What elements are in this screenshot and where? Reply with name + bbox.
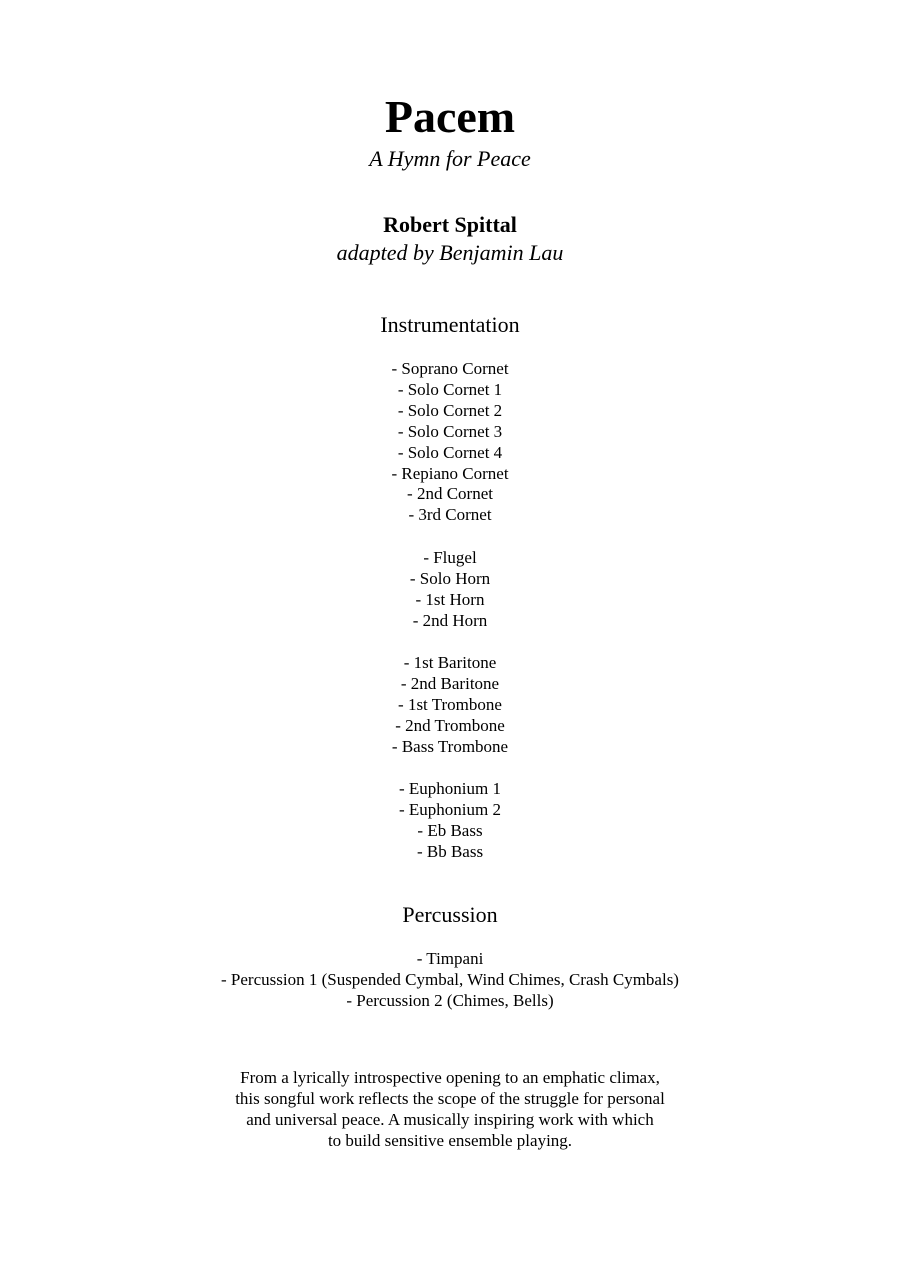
- instrument-item: - 1st Horn: [415, 589, 485, 609]
- instrument-item: - 3rd Cornet: [408, 505, 492, 525]
- instrument-item: - Solo Cornet 2: [397, 400, 503, 420]
- instrument-item: - Solo Horn: [409, 568, 491, 588]
- piece-title: Pacem: [384, 91, 516, 142]
- instrument-item: - Solo Cornet 1: [397, 379, 503, 399]
- description-line: this songful work reflects the scope of the struggle for personal: [235, 1088, 665, 1108]
- instrument-item: - Flugel: [423, 548, 477, 567]
- instrument-item: - Eb Bass: [417, 820, 483, 840]
- instrument-item: - Soprano Cornet: [391, 359, 509, 378]
- instrument-item: - Euphonium 1: [399, 779, 501, 798]
- instrument-item: - Euphonium 2: [399, 799, 501, 819]
- description-line: From a lyrically introspective opening to an emphatic climax,: [240, 1068, 660, 1087]
- description-line: and universal peace. A musically inspiring work with which: [246, 1109, 654, 1129]
- percussion-item: - Percussion 2 (Chimes, Bells): [346, 990, 554, 1010]
- instrument-group-flugel-horns: [0, 548, 900, 632]
- instrument-item: - Bass Trombone: [391, 736, 509, 756]
- instrument-item: - 2nd Trombone: [395, 715, 505, 735]
- instrument-item: - 1st Baritone: [403, 653, 497, 672]
- percussion-heading: Percussion: [402, 902, 498, 927]
- composer-name: Robert Spittal: [383, 212, 517, 237]
- instrument-item: - 2nd Cornet: [407, 484, 493, 504]
- piece-description: [0, 1068, 900, 1152]
- instrument-item: - 1st Trombone: [398, 694, 502, 714]
- instrument-item: - 2nd Horn: [412, 610, 488, 630]
- instrument-item: - Repiano Cornet: [391, 463, 509, 483]
- piece-subtitle: A Hymn for Peace: [369, 146, 531, 171]
- instrument-group-cornets: [0, 359, 900, 526]
- percussion-item: - Percussion 1 (Suspended Cymbal, Wind Chimes, Crash Cymbals): [221, 969, 679, 989]
- percussion-list: [0, 949, 900, 1012]
- percussion-item: - Timpani: [416, 949, 484, 968]
- arranger-credit: adapted by Benjamin Lau: [336, 240, 564, 265]
- instrumentation-heading: Instrumentation: [380, 312, 520, 337]
- instrument-group-euphoniums-basses: [0, 779, 900, 863]
- instrument-item: - Solo Cornet 3: [397, 421, 503, 441]
- instrument-item: - Bb Bass: [416, 841, 484, 861]
- instrument-group-baritones-trombones: [0, 653, 900, 758]
- description-line: to build sensitive ensemble playing.: [327, 1130, 573, 1150]
- instrument-item: - 2nd Baritone: [400, 673, 500, 693]
- instrument-item: - Solo Cornet 4: [397, 442, 503, 462]
